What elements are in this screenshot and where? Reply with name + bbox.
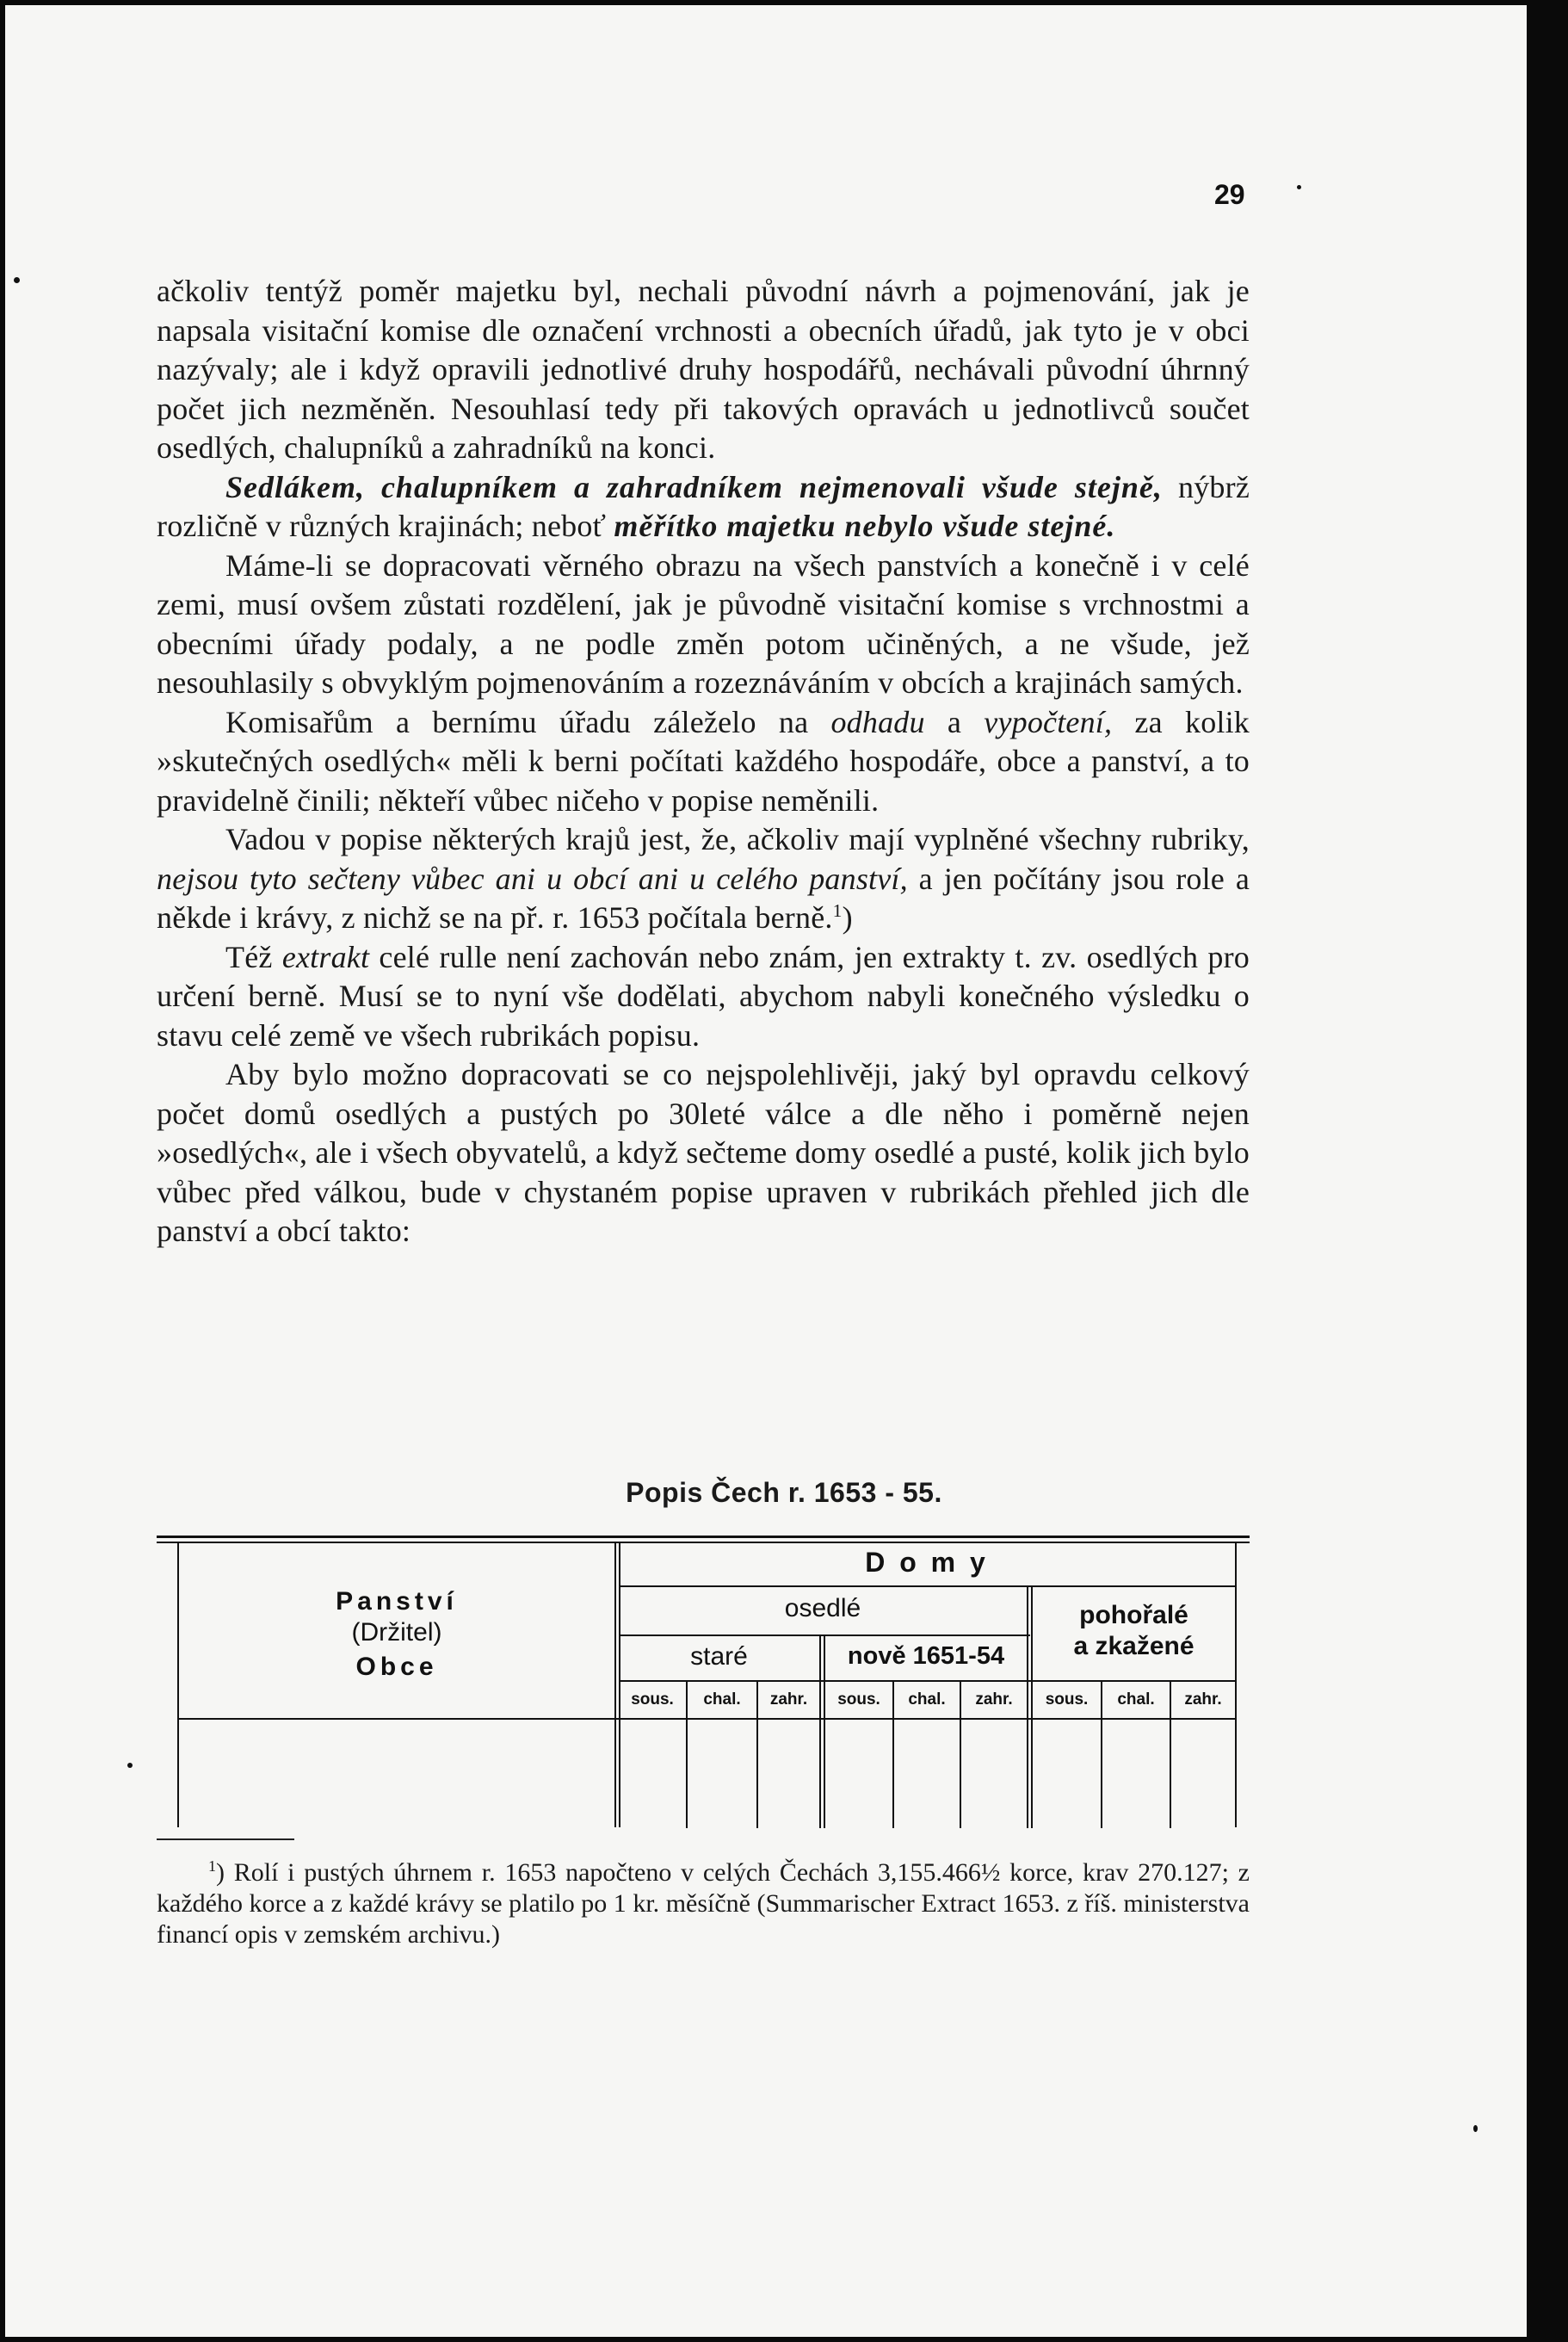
divider-stare-nove	[819, 1636, 821, 1828]
body-paragraph	[157, 468, 1250, 547]
rule-under-header	[177, 1718, 1235, 1720]
table-left-border	[177, 1543, 179, 1827]
text-segment: ačkoliv tentýž poměr majetku byl, nechali původní návrh a pojmenování, jak je napsala visitační komise dle označení vrchnosti a obecních úřadů, jak tyto je v obci nazývaly; ale i když opravili jednotlivé druhy hospodářů, nechávali původní úhrnný počet jich nezměněn. Nesouhlasí tedy při takových opravách u jednotlivců součet osedlých, chalupníků a zahradníků na konci.	[157, 274, 1250, 465]
text-segment: za kolik »skutečných osedlých« měli k berni počítati každého hospodáře, obce a panství, a to pravidelně činili; někteří vůbec ničeho v popise neměnili.	[157, 704, 1250, 818]
footnote-text: ) Rolí i pustých úhrnem r. 1653 napočteno v celých Čechách 3,155.466½ korce, krav 270.127; z každého korce a z každé krávy se platilo po 1 kr. měsíčně (Summarischer Extract 1653. z říš. ministerstva financí opis v zemském archivu.)	[157, 1858, 1250, 1949]
text-segment: a	[924, 704, 985, 739]
table-top-rule-inner	[157, 1542, 1250, 1543]
subcol-label: chal.	[703, 1690, 741, 1709]
text-segment: Sedlákem, chalupníkem a zahradníkem nejmenovali všude stejně,	[225, 469, 1163, 504]
subcol-label: zahr.	[769, 1690, 808, 1709]
footnote-reference: 1	[832, 900, 843, 921]
header-domy: D o m y	[865, 1547, 989, 1578]
text-segment: nejsou tyto sečteny vůbec ani u obcí ani u celého panství,	[157, 861, 908, 896]
text-segment: Máme-li se dopracovati věrného obrazu na všech panstvích a konečně i v celé zemi, musí ovšem zůstati rozdělení, jak je původně visitační komise s vrchnostmi a obecními úřady podaly, a ne podle změn potom učiněných, a ne všude, jež nesouhlasily s obvyklým pojmenováním a rozeznáváním v obcích a krajinách samých.	[157, 547, 1250, 700]
text-segment: a jen počítány jsou role a někde i krávy, z nichž se na př. r. 1653 počítala berně.	[157, 861, 1250, 935]
footnote-marker: 1	[208, 1857, 216, 1875]
text-segment: Též	[225, 939, 282, 974]
scan-speck	[1473, 2125, 1478, 2132]
body-paragraph	[157, 938, 1250, 1056]
body-paragraph	[157, 272, 1250, 468]
text-segment: vypočtení,	[984, 704, 1113, 739]
text-segment: )	[842, 900, 853, 935]
text-segment: měřítko majetku nebylo všude stejné.	[614, 509, 1116, 543]
text-segment: nýbrž rozličně v různých krajinách; neboť	[157, 469, 1250, 543]
text-segment: extrakt	[281, 939, 370, 974]
footnote	[157, 1857, 1250, 1950]
subcol-label: sous.	[631, 1690, 674, 1709]
header-osedle: osedlé	[784, 1594, 861, 1622]
divider-osedle-pohorale	[1027, 1587, 1028, 1828]
header-pohorale: pohořalé	[1079, 1601, 1188, 1629]
scan-speck	[1297, 185, 1301, 189]
text-segment: Vadou v popise některých krajů jest, že, ačkoliv mají vyplněné všechny rubriky,	[225, 822, 1250, 856]
page-number: 29	[1214, 179, 1245, 210]
stub-label-drzitel: (Držitel)	[351, 1618, 442, 1647]
scan-speck	[127, 1763, 133, 1768]
text-segment: odhadu	[830, 704, 925, 739]
subcol-label: chal.	[1117, 1690, 1155, 1709]
header-stare: staré	[690, 1642, 748, 1671]
body-paragraph	[157, 547, 1250, 703]
body-paragraph	[157, 703, 1250, 821]
body-text	[157, 272, 1250, 1251]
subcol-label: sous.	[837, 1690, 880, 1709]
scan-speck	[14, 277, 20, 283]
footnote-rule	[157, 1838, 294, 1840]
rule-under-domy	[619, 1585, 1235, 1587]
table-right-border	[1235, 1543, 1237, 1827]
header-zkazene: a zkažené	[1073, 1632, 1195, 1660]
subcol-label: chal.	[908, 1690, 946, 1709]
subcol-label: zahr.	[975, 1690, 1013, 1709]
stub-label-obce: Obce	[355, 1653, 438, 1681]
table-title: Popis Čech r. 1653 - 55.	[626, 1477, 942, 1508]
text-segment: Komisařům a bernímu úřadu záleželo na	[225, 704, 831, 739]
census-table	[157, 1536, 1250, 1828]
body-paragraph	[157, 820, 1250, 938]
table-top-rule	[157, 1536, 1250, 1538]
header-nove: nově 1651-54	[847, 1642, 1005, 1670]
table-stub-divider	[614, 1543, 616, 1827]
text-segment: celé rulle není zachován nebo znám, jen extrakty t. zv. osedlých pro určení berně. Musí se to nyní vše dodělati, abychom nabyli konečného výsledku o stavu celé země ve všech rubrikách popisu.	[157, 939, 1250, 1053]
rule-under-subgroups	[619, 1680, 1235, 1682]
stub-label-panstvi: Panství	[336, 1587, 458, 1616]
body-paragraph	[157, 1055, 1250, 1251]
text-segment: Aby bylo možno dopracovati se co nejspolehlivěji, jaký byl opravdu celkový počet domů osedlých a pustých po 30leté válce a dle něho i poměrně nejen »osedlých«, ale i všech obyvatelů, a když sečteme domy osedlé a pusté, kolik jich bylo vůbec před válkou, bude v chystaném popise upraven v rubrikách přehled jich dle panství a obcí takto:	[157, 1057, 1250, 1248]
subcol-label: sous.	[1045, 1690, 1089, 1709]
subcol-label: zahr.	[1184, 1690, 1222, 1709]
